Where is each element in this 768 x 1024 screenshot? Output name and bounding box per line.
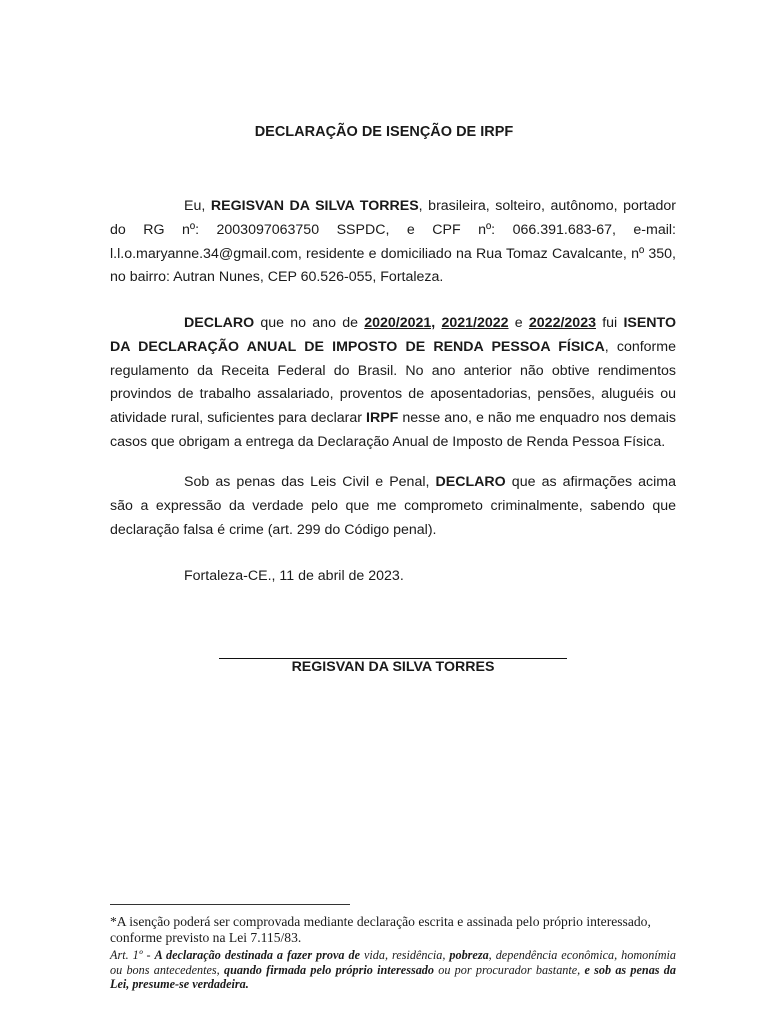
irpf-keyword: IRPF bbox=[366, 410, 399, 427]
p2-text-fui: fui bbox=[595, 315, 624, 331]
p1-text-b: , brasileira, solteiro, autônomo, portador do RG nº: 2003097063750 SSPDC, e CPF nº: 066.391.683-67, e-mail: l.l.o.maryanne.34@gmail.com, residente e domiciliado na Rua Tomaz Cavalcante, nº 350, no bairro: Autran Nunes, CEP 60.526-055, Fortaleza. bbox=[110, 198, 676, 286]
p2-text-a: que no ano de bbox=[254, 315, 365, 331]
isento-statement: ISENTO DA DECLARAÇÃO ANUAL DE IMPOSTO DE RENDA PESSOA FÍSICA bbox=[110, 315, 676, 355]
fn2-h: e sob as penas da Lei, presume-se verdadeira. bbox=[110, 962, 676, 991]
identification-paragraph bbox=[110, 195, 676, 290]
declaro-keyword-2: DECLARO bbox=[435, 474, 506, 490]
footnote-separator bbox=[110, 904, 350, 905]
p2-text-c: nesse ano, e não me enquadro nos demais casos que obrigam a entrega da Declaração Anual de Imposto de Renda Pessoa Física. bbox=[110, 410, 676, 450]
document-title: DECLARAÇÃO DE ISENÇÃO DE IRPF bbox=[254, 124, 514, 140]
fn2-g: ou por procurador bastante, bbox=[433, 962, 585, 977]
declaro-keyword: DECLARO bbox=[184, 315, 255, 331]
p3-text-b: que as afirmações acima são a expressão da verdade pelo que me comprometo criminalmente, sabendo que declaração falsa é crime (art. 299 do Código penal). bbox=[110, 474, 677, 538]
penalty-paragraph bbox=[110, 471, 676, 542]
p3-text-a: Sob as penas das Leis Civil e Penal, bbox=[184, 474, 436, 490]
declarant-name: REGISVAN DA SILVA TORRES bbox=[210, 198, 419, 214]
year-2022-2023: 2022/2023 bbox=[528, 315, 596, 331]
footnote-law-article bbox=[110, 948, 676, 992]
p2-text-e: e bbox=[508, 315, 529, 331]
signature-name: REGISVAN DA SILVA TORRES bbox=[291, 659, 495, 675]
fn2-b: A declaração destinada a fazer prova de bbox=[154, 948, 360, 962]
declaration-paragraph bbox=[110, 312, 676, 455]
fn2-c: vida, residência, bbox=[360, 948, 450, 962]
p2-text-b: , conforme regulamento da Receita Federal do Brasil. No ano anterior não obtive rendimentos provindos de trabalho assalariado, proventos de aposentadorias, pensões, aluguéis ou atividade rural, suficientes para declarar bbox=[110, 338, 676, 427]
date-line: Fortaleza-CE., 11 de abril de 2023. bbox=[184, 568, 404, 584]
fn2-a: Art. 1º - bbox=[110, 948, 155, 962]
footnote-exemption-note: *A isenção poderá ser comprovada mediante declaração escrita e assinada pelo próprio interessado, conforme previsto na Lei 7.115/83. bbox=[110, 914, 651, 945]
year-2020-2021: 2020/2021, bbox=[364, 315, 436, 331]
fn2-f: quando firmada pelo próprio interessado bbox=[223, 962, 434, 977]
fn2-e: , dependência econômica, homonímia ou bons antecedentes, bbox=[110, 948, 676, 977]
year-2021-2022: 2021/2022 bbox=[441, 315, 509, 331]
p1-text-a: Eu, bbox=[184, 198, 211, 214]
fn2-d: pobreza bbox=[449, 948, 489, 962]
